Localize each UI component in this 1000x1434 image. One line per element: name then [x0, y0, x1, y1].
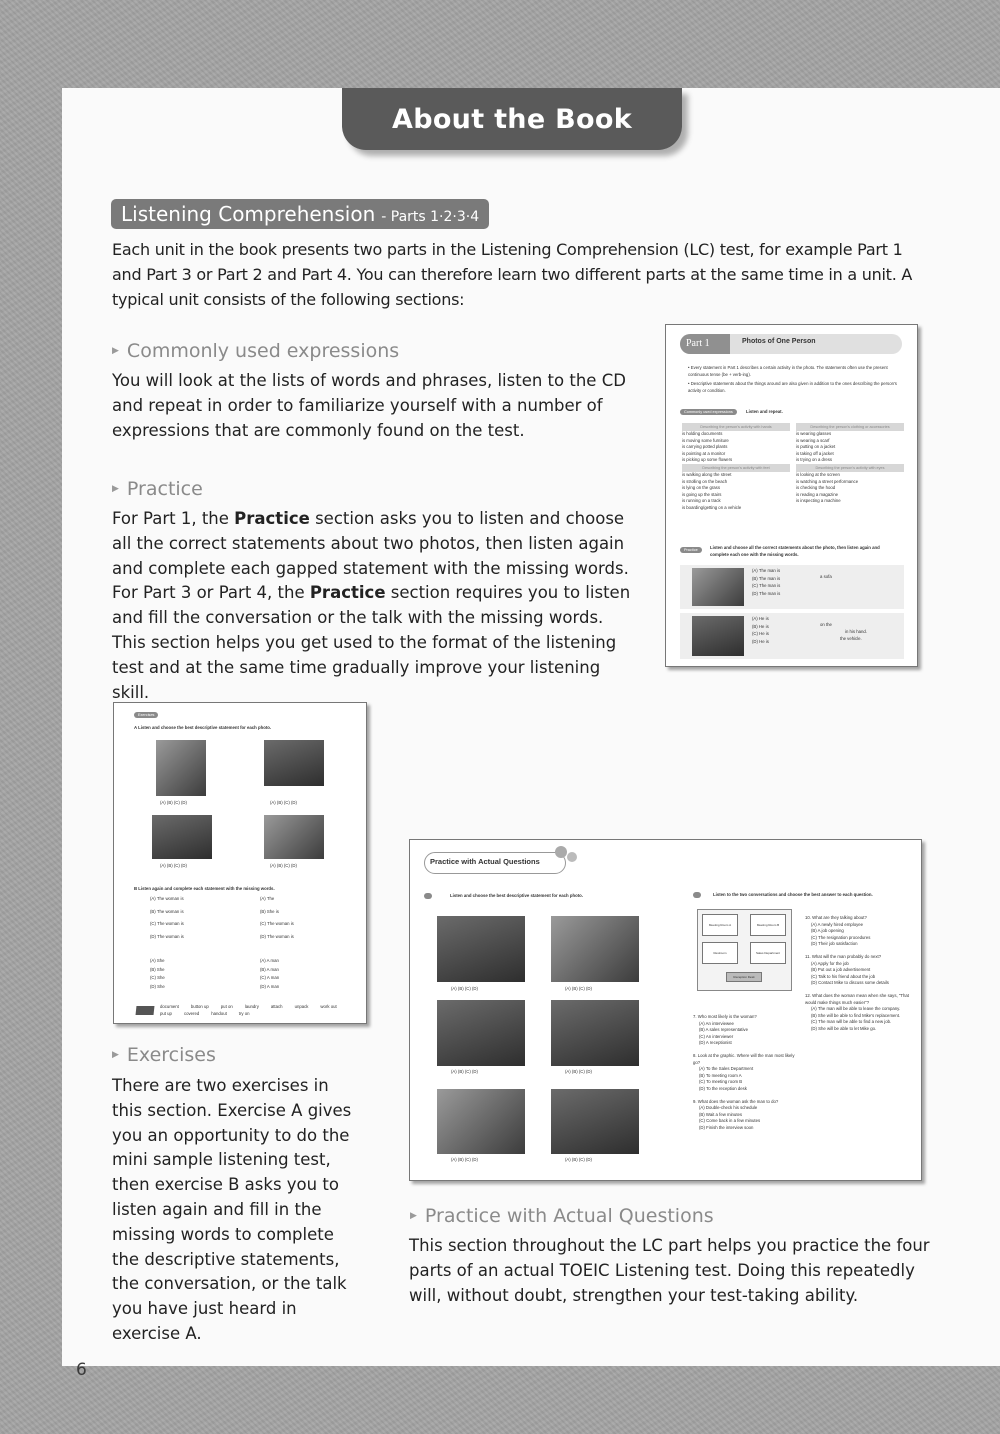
sales-dept: Sales Department	[750, 942, 786, 964]
answer-option: (B) To meeting room A	[699, 1072, 742, 1078]
choices-2: (A) (B) (C) (D)	[270, 800, 297, 805]
word-bank-item: laundry	[244, 1004, 259, 1009]
reception-desk: Reception Desk	[726, 972, 762, 982]
expression-item: is holding documents	[682, 431, 723, 436]
word-bank-item: covered	[183, 1010, 200, 1016]
choices-a6: (A) (B) (C) (D)	[565, 1157, 592, 1162]
expressions-table	[682, 423, 904, 512]
photo-exercise-4	[264, 815, 324, 859]
photo-actual-3	[437, 1000, 525, 1066]
page-title-tab	[342, 88, 682, 150]
answer-option: (B) A sales representative	[699, 1027, 748, 1033]
expression-item: is going up the stairs	[682, 491, 722, 497]
thumbnail-actual-questions-page	[409, 839, 922, 1181]
heading-practice-text: Practice	[126, 478, 203, 500]
heading-expressions	[112, 340, 399, 362]
choices-a2: (A) (B) (C) (D)	[565, 986, 592, 991]
answer-option: (D) To the reception desk	[699, 1085, 747, 1091]
b4-option: (A) A man	[260, 958, 279, 963]
col-head: Describing the person's activity with feet	[682, 464, 790, 472]
expressions-col	[682, 423, 790, 464]
b2-option: (D) The woman is	[260, 933, 294, 939]
b2-options	[260, 896, 294, 946]
answer-option: (C) The resignation procedures	[811, 934, 871, 940]
expression-item: is looking at the screen	[796, 471, 840, 477]
answer-option: (A) An interviewee	[699, 1020, 734, 1026]
q2-extra-1: on the	[820, 622, 832, 627]
expression-item: is wearing glasses	[796, 431, 832, 436]
expression-item: is pointing at a monitor	[682, 450, 726, 456]
b3-option: (B) She	[150, 966, 165, 972]
answer-option: (A) To the Sales Department	[699, 1066, 754, 1072]
answer-option: (C) Talk to his friend about the job	[811, 973, 876, 979]
col-head: Describing the person's activity with eyes	[796, 464, 904, 472]
q2-options	[752, 616, 769, 646]
expression-item: is strolling on the beach	[682, 478, 728, 484]
questions-10-12	[805, 909, 915, 1033]
choices-3: (A) (B) (C) (D)	[160, 863, 187, 868]
answer-option: (D) She will be able to let Mike go.	[811, 1025, 877, 1031]
b3-options	[150, 958, 165, 992]
b4-option: (D) A man	[260, 983, 280, 989]
photo-exercise-2	[264, 740, 324, 786]
question: 9. What does the woman ask the man to do?	[693, 1098, 779, 1104]
heading-practice	[112, 478, 203, 500]
practice-body-text: For Part 1, the	[112, 509, 235, 528]
expression-item: is wearing a scarf	[796, 437, 830, 443]
col-items	[796, 431, 904, 464]
expressions-col	[796, 464, 904, 512]
photo-actual-5	[437, 1089, 525, 1154]
b4-option: (B) A man	[260, 966, 279, 972]
answer-option: (B) Put out a job advertisement	[811, 967, 871, 973]
expression-item: is checking the hood	[796, 485, 836, 491]
bubble-icon	[567, 852, 577, 862]
q1-option: (B) The man is	[752, 575, 781, 581]
actual-title: Practice with Actual Questions	[430, 857, 540, 866]
exercise-a-instruction: A Listen and choose the best descriptive statement for each photo.	[134, 725, 272, 730]
word-box-icon	[136, 1006, 155, 1015]
part1-title: Photos of One Person	[742, 338, 816, 345]
question: 12. What does the woman mean when she says, "That would make things much easier"?	[805, 992, 909, 1005]
choices-a1: (A) (B) (C) (D)	[451, 986, 478, 991]
heading-actual-questions	[410, 1205, 714, 1227]
practice-body-text: section requires you to listen and fill the conversation or the talk with the missing words. This section helps you get used to the format of the listening test and at the same time gradually improve your listening skill.	[112, 583, 631, 702]
col-items	[682, 431, 790, 464]
answer-option: (C) To meeting room B	[699, 1079, 743, 1085]
answer-option: (B) She will be able to find Mike's replacement.	[811, 1012, 901, 1018]
word-bank-item: button up	[190, 1004, 209, 1009]
answer-option: (A) Apply for the job	[811, 960, 849, 966]
section-banner-parts: - Parts 1·2·3·4	[381, 209, 480, 225]
word-bank	[160, 1004, 360, 1017]
section-banner-title: Listening Comprehension	[121, 202, 376, 226]
expression-item: is running on a track	[682, 498, 721, 504]
photo-actual-1	[437, 916, 525, 982]
part1-instruction: Listen and choose the best descriptive statement for each photo.	[450, 893, 583, 898]
triangle-bullet-icon: ▶	[112, 484, 119, 494]
heading-expressions-text: Commonly used expressions	[126, 340, 400, 362]
photo-actual-2	[551, 916, 639, 982]
word-bank-item: unpack	[294, 1004, 309, 1009]
expressions-body: You will look at the lists of words and phrases, listen to the CD and repeat in order to familiarize yourself with a number of expressions that are commonly found on the test.	[112, 371, 626, 440]
practice-bold: Practice	[309, 583, 386, 603]
photo-man-sofa	[692, 568, 744, 606]
heading-actual-text: Practice with Actual Questions	[424, 1205, 714, 1227]
word-bank-item: work out	[320, 1004, 337, 1009]
answer-option: (B) Wait a few minutes	[699, 1111, 743, 1117]
q2-option: (D) He is	[752, 638, 769, 644]
q2-extra-2: in his hand.	[845, 629, 867, 634]
b3-option: (A) She	[150, 958, 165, 963]
col-items	[796, 472, 904, 505]
part1-pill	[424, 893, 432, 899]
b2-option: (C) The woman is	[260, 921, 294, 927]
q1-option: (D) The man is	[752, 590, 781, 596]
b1-option: (C) The woman is	[150, 921, 184, 927]
part3-pill	[693, 892, 701, 898]
expression-item: is trying on a dress	[796, 457, 833, 463]
expression-item: is moving some furniture	[682, 437, 729, 443]
part3-instruction: Listen to the two conversations and choose the best answer to each question.	[713, 892, 873, 897]
practice-body	[112, 507, 642, 705]
word-bank-item: handout	[211, 1010, 227, 1016]
answer-option: (A) A newly hired employee	[811, 921, 864, 927]
expression-item: is inspecting a machine	[796, 498, 841, 504]
b3-option: (C) She	[150, 975, 165, 981]
expression-item: is boarding/getting on a vehicle	[682, 504, 742, 510]
heading-exercises	[112, 1044, 216, 1066]
expression-item: is watching a street performance	[796, 478, 859, 484]
answer-option: (A) The man will be able to leave the company.	[811, 1006, 901, 1012]
practice-bold: Practice	[234, 509, 310, 528]
room-b: Meeting Room B	[750, 914, 786, 936]
q1-extra: a sofa	[820, 574, 832, 579]
word-bank-item: put up	[160, 1010, 172, 1016]
questions-7-9	[693, 1008, 798, 1132]
b1-option: (D) The woman is	[150, 933, 184, 939]
part1-label: Part 1	[680, 334, 730, 354]
practice-instruction: Listen and choose all the correct statements about the photo, then listen again and complete each one with the missing words.	[710, 545, 880, 557]
answer-option: (D) Contact Mike to discuss some details	[811, 980, 889, 986]
expression-item: is carrying potted plants	[682, 444, 728, 450]
photo-exercise-3	[152, 815, 212, 859]
expression-item: is lying on the grass	[682, 485, 720, 491]
page-title: About the Book	[392, 103, 632, 135]
choices-a5: (A) (B) (C) (D)	[451, 1157, 478, 1162]
bubble-icon	[555, 846, 567, 858]
q1-option: (C) The man is	[752, 583, 781, 589]
answer-option: (C) An interviewer	[699, 1033, 734, 1039]
triangle-bullet-icon: ▶	[410, 1211, 417, 1221]
practice-body-text: section asks you to listen and choose all the correct statements about two photos, then listen again and complete each gapped statement with the missing words. For Part 3 or Part 4, the	[112, 509, 629, 603]
choices-1: (A) (B) (C) (D)	[160, 800, 187, 805]
q2-option: (B) He is	[752, 623, 769, 629]
page-number: 6	[76, 1360, 87, 1380]
choices-4: (A) (B) (C) (D)	[270, 863, 297, 868]
answer-option: (A) Double-check his schedule	[699, 1105, 758, 1111]
photo-exercise-1	[156, 740, 206, 796]
col-head: Describing the person's activity with hands	[682, 423, 790, 431]
question: 11. What will the man probably do next?	[805, 953, 882, 959]
answer-option: (D) A receptionist	[699, 1040, 732, 1046]
word-bank-item: attach	[270, 1004, 283, 1009]
expression-item: is picking up some flowers	[682, 457, 733, 463]
answer-option: (C) Come back in a few minutes	[699, 1118, 761, 1124]
answer-option: (D) Finish the interview soon	[699, 1124, 754, 1130]
expressions-col	[682, 464, 790, 512]
b1-options	[150, 896, 184, 946]
practice-pill: Practice	[680, 547, 702, 553]
col-head: Describing the person's clothing or accessories	[796, 423, 904, 431]
triangle-bullet-icon: ▶	[112, 1050, 119, 1060]
practice-q2	[680, 613, 904, 659]
exercises-pill: Exercises	[134, 712, 158, 718]
restroom: Restroom	[702, 942, 738, 964]
room-a: Meeting Room A	[702, 914, 738, 936]
thumbnail-part1-page	[665, 324, 918, 667]
photo-actual-4	[551, 1000, 639, 1066]
expression-item: is reading a magazine	[796, 491, 839, 497]
answer-option: (C) The man will be able to find a new job.	[811, 1019, 892, 1025]
photo-man-vehicle	[692, 616, 744, 656]
heading-exercises-text: Exercises	[126, 1044, 216, 1066]
exercises-body: There are two exercises in this section. Exercise A gives you an opportunity to do the mini sample listening test, then exercise B asks you to listen again and fill in the missing words to complete the descriptive statements, the conversation, or the talk you have just heard in exercise A.	[112, 1076, 352, 1343]
question: 7. Who most likely is the woman?	[693, 1014, 757, 1019]
exercise-b-instruction: B Listen again and complete each statement with the missing words.	[134, 886, 275, 891]
choices-a3: (A) (B) (C) (D)	[451, 1069, 478, 1074]
word-bank-item: put on	[220, 1004, 233, 1009]
b4-option: (C) A man	[260, 975, 280, 981]
practice-q1	[680, 565, 904, 609]
q1-options	[752, 568, 780, 598]
q2-option: (C) He is	[752, 631, 769, 637]
answer-option: (B) A job opening	[811, 928, 844, 934]
thumbnail-exercises-page	[113, 702, 367, 1024]
expressions-instruction: Listen and repeat.	[746, 409, 783, 414]
b3-option: (D) She	[150, 983, 165, 989]
b2-option: (A) The	[260, 896, 275, 901]
expression-item: is walking along the street	[682, 471, 732, 477]
q2-extra-3: the vehicle.	[840, 636, 862, 641]
word-bank-item: try on	[238, 1010, 250, 1016]
expression-item: is putting on a jacket	[796, 444, 836, 450]
choices-a4: (A) (B) (C) (D)	[565, 1069, 592, 1074]
q1-option: (A) The man is	[752, 568, 781, 573]
question: 10. What are they talking about?	[805, 915, 867, 920]
triangle-bullet-icon: ▶	[112, 346, 119, 356]
col-items	[682, 472, 790, 512]
expression-item: is taking off a jacket	[796, 450, 834, 456]
part1-bullet-1: • Every statement in Part 1 describes a certain activity in the photo. The statements often use the present continuous tense (be + verb-ing).	[688, 365, 888, 377]
floor-plan-graphic	[697, 909, 792, 991]
photo-actual-6	[551, 1089, 639, 1154]
expressions-col	[796, 423, 904, 464]
b1-option: (A) The woman is	[150, 896, 184, 901]
q2-option: (A) He is	[752, 616, 769, 621]
expressions-pill: Commonly used expressions	[680, 409, 737, 415]
section-banner	[111, 199, 489, 229]
actual-questions-body: This section throughout the LC part helps you practice the four parts of an actual TOEIC Listening test. Doing this repeatedly will, without doubt, strengthen your test-taking ability.	[409, 1236, 930, 1305]
b4-options	[260, 958, 279, 992]
word-bank-item: document	[160, 1004, 179, 1009]
b2-option: (B) She is	[260, 908, 279, 914]
answer-option: (D) Their job satisfaction	[811, 941, 858, 947]
intro-paragraph: Each unit in the book presents two parts in the Listening Comprehension (LC) test, for example Part 1 and Part 3 or Part 2 and Part 4. You can therefore learn two different parts at the same time in a unit. A typical unit consists of the following sections:	[112, 240, 913, 309]
b1-option: (B) The woman is	[150, 908, 184, 914]
part1-bullet-2: • Descriptive statements about the things around are also given in addition to the ones describing the person's activity or condition.	[688, 381, 897, 393]
question: 8. Look at the graphic. Where will the man most likely go?	[693, 1052, 795, 1065]
